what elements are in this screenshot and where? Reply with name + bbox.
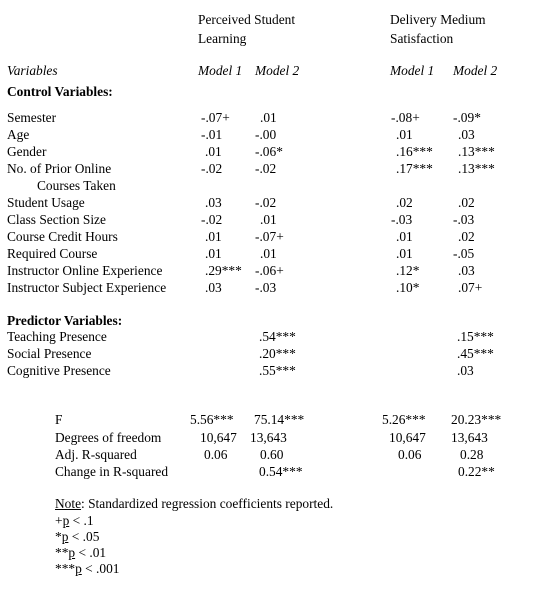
row-label: Courses Taken — [37, 178, 116, 193]
table-note — [55, 497, 333, 510]
cell-psl-model1: -.01 — [201, 127, 223, 142]
p-symbol: p — [75, 561, 82, 576]
cell-psl-model2: .01 — [260, 212, 277, 227]
row-label: Instructor Online Experience — [7, 263, 163, 278]
significance-threshold: < .1 — [69, 513, 94, 528]
stat-psl-model2: 0.54*** — [259, 464, 303, 479]
cell-dms-model2: -.05 — [453, 246, 475, 261]
cell-psl-model2: -.02 — [255, 161, 277, 176]
header-perceived-learning-line2: Learning — [198, 31, 247, 46]
cell-psl-model1: -.07+ — [201, 110, 230, 125]
p-symbol: p — [61, 529, 69, 544]
header-delivery-satisfaction-line1: Delivery Medium — [390, 12, 486, 27]
p-symbol: p — [62, 513, 70, 528]
control-variables-heading: Control Variables: — [7, 84, 113, 99]
significance-line — [55, 514, 94, 527]
cell-psl-model2: -.07+ — [255, 229, 284, 244]
row-label: Semester — [7, 110, 57, 125]
stat-psl-model2: 75.14*** — [254, 412, 305, 427]
variables-column-header: Variables — [7, 63, 58, 78]
stat-label: Adj. R-squared — [55, 447, 137, 462]
stat-dms-model1: 5.26*** — [382, 412, 426, 427]
cell-psl-model2: .55*** — [259, 363, 296, 378]
row-label: Social Presence — [7, 346, 92, 361]
row-label: Cognitive Presence — [7, 363, 111, 378]
row-label: No. of Prior Online — [7, 161, 112, 176]
cell-dms-model2: .45*** — [457, 346, 494, 361]
cell-dms-model2: -.09* — [453, 110, 481, 125]
cell-dms-model2: .02 — [458, 229, 475, 244]
cell-psl-model2: -.00 — [255, 127, 277, 142]
dms-model2-header: Model 2 — [453, 63, 498, 78]
cell-dms-model1: .16*** — [396, 144, 433, 159]
cell-psl-model2: .01 — [260, 246, 277, 261]
stat-psl-model2: 13,643 — [250, 430, 287, 445]
stat-dms-model2: 20.23*** — [451, 412, 502, 427]
cell-dms-model2: .03 — [458, 263, 475, 278]
stat-psl-model1: 5.56*** — [190, 412, 234, 427]
cell-dms-model1: .10* — [396, 280, 420, 295]
stat-label: F — [55, 412, 63, 427]
psl-model1-header: Model 1 — [198, 63, 243, 78]
significance-marker: ** — [55, 545, 69, 560]
note-text: : Standardized regression coefficients reported. — [81, 496, 334, 511]
cell-psl-model1: .01 — [205, 229, 222, 244]
cell-dms-model2: .03 — [458, 127, 475, 142]
row-label: Gender — [7, 144, 47, 159]
header-delivery-satisfaction-line2: Satisfaction — [390, 31, 454, 46]
note-label: Note — [55, 496, 82, 511]
stat-dms-model1: 0.06 — [398, 447, 422, 462]
row-label: Teaching Presence — [7, 329, 107, 344]
cell-dms-model1: .01 — [396, 246, 413, 261]
cell-dms-model1: .01 — [396, 229, 413, 244]
significance-marker: + — [55, 513, 63, 528]
cell-psl-model2: -.06* — [255, 144, 283, 159]
dms-model1-header: Model 1 — [390, 63, 435, 78]
row-label: Student Usage — [7, 195, 85, 210]
significance-line — [55, 546, 106, 559]
cell-dms-model2: .15*** — [457, 329, 494, 344]
cell-dms-model1: .12* — [396, 263, 420, 278]
cell-dms-model2: .13*** — [458, 161, 495, 176]
cell-psl-model1: .03 — [205, 195, 222, 210]
cell-psl-model1: .29*** — [205, 263, 242, 278]
significance-line — [55, 530, 99, 543]
row-label: Age — [7, 127, 30, 142]
cell-psl-model1: .01 — [205, 144, 222, 159]
stat-psl-model1: 10,647 — [200, 430, 237, 445]
stat-label: Change in R-squared — [55, 464, 169, 479]
cell-dms-model1: -.03 — [391, 212, 413, 227]
cell-psl-model2: .01 — [260, 110, 277, 125]
cell-dms-model1: .02 — [396, 195, 413, 210]
cell-psl-model1: -.02 — [201, 212, 223, 227]
stat-dms-model2: 0.28 — [460, 447, 484, 462]
stat-dms-model1: 10,647 — [389, 430, 426, 445]
significance-line — [55, 562, 119, 575]
predictor-variables-heading: Predictor Variables: — [7, 313, 123, 328]
cell-psl-model1: .03 — [205, 280, 222, 295]
cell-psl-model2: .54*** — [259, 329, 296, 344]
cell-dms-model2: .03 — [457, 363, 474, 378]
row-label: Required Course — [7, 246, 98, 261]
cell-psl-model1: -.02 — [201, 161, 223, 176]
cell-psl-model2: -.06+ — [255, 263, 284, 278]
row-label: Course Credit Hours — [7, 229, 118, 244]
p-symbol: p — [68, 545, 76, 560]
cell-dms-model1: .01 — [396, 127, 413, 142]
stat-label: Degrees of freedom — [55, 430, 162, 445]
significance-threshold: < .01 — [75, 545, 107, 560]
cell-dms-model2: .02 — [458, 195, 475, 210]
row-label: Class Section Size — [7, 212, 106, 227]
cell-dms-model1: -.08+ — [391, 110, 420, 125]
cell-dms-model2: -.03 — [453, 212, 475, 227]
row-label: Instructor Subject Experience — [7, 280, 167, 295]
cell-psl-model1: .01 — [205, 246, 222, 261]
psl-model2-header: Model 2 — [255, 63, 300, 78]
cell-psl-model2: -.02 — [255, 195, 277, 210]
significance-marker: * — [55, 529, 62, 544]
stat-psl-model2: 0.60 — [260, 447, 284, 462]
cell-psl-model2: -.03 — [255, 280, 277, 295]
significance-threshold: < .05 — [68, 529, 100, 544]
stat-dms-model2: 0.22** — [458, 464, 495, 479]
significance-threshold: < .001 — [81, 561, 120, 576]
header-perceived-learning-line1: Perceived Student — [198, 12, 296, 27]
cell-dms-model1: .17*** — [396, 161, 433, 176]
stat-dms-model2: 13,643 — [451, 430, 488, 445]
stat-psl-model1: 0.06 — [204, 447, 228, 462]
significance-marker: *** — [55, 561, 76, 576]
cell-psl-model2: .20*** — [259, 346, 296, 361]
cell-dms-model2: .13*** — [458, 144, 495, 159]
cell-dms-model2: .07+ — [458, 280, 483, 295]
